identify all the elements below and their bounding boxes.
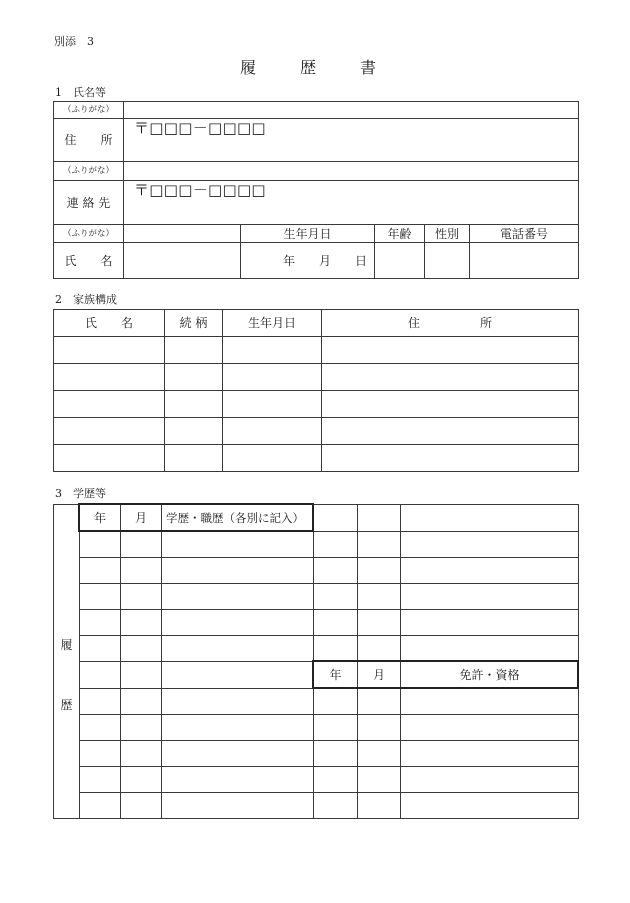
family-name-header: 氏 名 <box>54 310 165 337</box>
history-month-cell[interactable] <box>121 715 162 741</box>
family-name-cell[interactable] <box>54 337 165 364</box>
right-year-cell[interactable] <box>314 532 358 558</box>
right-year-cell[interactable] <box>314 610 358 636</box>
name-furigana-row <box>54 225 579 243</box>
address-furigana-row <box>54 102 579 119</box>
family-relation-cell[interactable] <box>165 418 223 445</box>
family-address-cell[interactable] <box>322 418 579 445</box>
section3-heading: 3 学歴等 <box>55 487 106 500</box>
history-year-cell[interactable] <box>80 689 121 715</box>
history-year-cell[interactable] <box>80 715 121 741</box>
right-month-cell[interactable] <box>358 584 401 610</box>
history-entry-cell[interactable] <box>162 636 314 662</box>
license-month-cell[interactable] <box>358 793 401 819</box>
history-description-header: 学歴・職歴（各別に記入） <box>162 505 314 532</box>
license-month-header: 月 <box>358 662 401 689</box>
family-row <box>54 445 579 472</box>
history-month-cell[interactable] <box>121 662 162 689</box>
history-year-cell[interactable] <box>80 662 121 689</box>
right-entry-cell[interactable] <box>401 558 579 584</box>
history-year-cell[interactable] <box>80 636 121 662</box>
right-entry-cell[interactable] <box>401 584 579 610</box>
history-entry-cell[interactable] <box>162 767 314 793</box>
right-year-cell[interactable] <box>314 558 358 584</box>
right-month-cell[interactable] <box>358 636 401 662</box>
side-label-char: 履 <box>60 638 73 652</box>
right-entry-cell[interactable] <box>401 610 579 636</box>
history-month-cell[interactable] <box>121 636 162 662</box>
name-furigana-field[interactable] <box>124 225 241 243</box>
history-entry-cell[interactable] <box>162 715 314 741</box>
section1-heading: 1 氏名等 <box>55 86 106 99</box>
family-row <box>54 391 579 418</box>
history-row <box>54 584 579 610</box>
right-month-cell[interactable] <box>358 505 401 532</box>
address-row <box>54 119 579 162</box>
age-header: 年齢 <box>375 225 425 243</box>
history-year-cell[interactable] <box>80 793 121 819</box>
history-entry-cell[interactable] <box>162 558 314 584</box>
license-year-cell[interactable] <box>314 741 358 767</box>
history-entry-cell[interactable] <box>162 689 314 715</box>
license-year-cell[interactable] <box>314 715 358 741</box>
family-row <box>54 337 579 364</box>
name-furigana-label: （ふりがな） <box>54 225 124 243</box>
family-birth-date-cell[interactable] <box>223 364 322 391</box>
history-entry-cell[interactable] <box>162 662 314 689</box>
age-field[interactable] <box>375 243 425 279</box>
family-relation-cell[interactable] <box>165 364 223 391</box>
history-row <box>54 532 579 558</box>
family-name-cell[interactable] <box>54 364 165 391</box>
contact-row <box>54 181 579 225</box>
family-birth-date-cell[interactable] <box>223 391 322 418</box>
right-year-cell[interactable] <box>314 505 358 532</box>
history-entry-cell[interactable] <box>162 793 314 819</box>
family-birth-date-cell[interactable] <box>223 445 322 472</box>
contact-field[interactable] <box>124 181 579 225</box>
contact-furigana-label: （ふりがな） <box>54 162 124 181</box>
history-row <box>54 741 579 767</box>
birth-date-field[interactable] <box>241 243 375 279</box>
history-row <box>54 610 579 636</box>
family-row <box>54 418 579 445</box>
license-year-cell[interactable] <box>314 793 358 819</box>
history-year-cell[interactable] <box>80 767 121 793</box>
family-birth-date-header: 生年月日 <box>223 310 322 337</box>
right-month-cell[interactable] <box>358 558 401 584</box>
history-section <box>53 504 578 818</box>
history-month-cell[interactable] <box>121 793 162 819</box>
history-year-header: 年 <box>80 505 121 532</box>
history-row <box>54 689 579 715</box>
history-entry-cell[interactable] <box>162 532 314 558</box>
right-entry-cell[interactable] <box>401 505 579 532</box>
right-month-cell[interactable] <box>358 610 401 636</box>
history-table <box>53 504 579 819</box>
family-birth-date-cell[interactable] <box>223 418 322 445</box>
contact-furigana-field[interactable] <box>124 162 579 181</box>
family-header-row <box>54 310 579 337</box>
family-address-header: 住 所 <box>322 310 579 337</box>
family-name-cell[interactable] <box>54 445 165 472</box>
right-year-cell[interactable] <box>314 584 358 610</box>
contact-furigana-row <box>54 162 579 181</box>
license-month-cell[interactable] <box>358 689 401 715</box>
family-table <box>53 309 579 472</box>
family-relation-header: 続 柄 <box>165 310 223 337</box>
history-header-row <box>54 505 579 532</box>
address-postal-code-boxes: 〒□□□－□□□□ <box>134 119 266 137</box>
address-label: 住 所 <box>54 119 124 162</box>
history-year-cell[interactable] <box>80 610 121 636</box>
license-month-cell[interactable] <box>358 715 401 741</box>
family-birth-date-cell[interactable] <box>223 337 322 364</box>
family-address-cell[interactable] <box>322 364 579 391</box>
birth-date-header: 生年月日 <box>241 225 375 243</box>
right-entry-cell[interactable] <box>401 636 579 662</box>
history-month-cell[interactable] <box>121 584 162 610</box>
phone-header: 電話番号 <box>470 225 579 243</box>
personal-info-table <box>53 101 579 279</box>
history-row <box>54 715 579 741</box>
family-row <box>54 364 579 391</box>
history-side-label-cell <box>54 505 80 819</box>
license-entry-cell[interactable] <box>401 767 579 793</box>
history-row <box>54 767 579 793</box>
license-header-row <box>54 662 579 689</box>
license-month-cell[interactable] <box>358 767 401 793</box>
family-address-cell[interactable] <box>322 391 579 418</box>
family-address-cell[interactable] <box>322 337 579 364</box>
name-field[interactable] <box>124 243 241 279</box>
license-entry-cell[interactable] <box>401 793 579 819</box>
history-row <box>54 558 579 584</box>
family-relation-cell[interactable] <box>165 391 223 418</box>
family-address-cell[interactable] <box>322 445 579 472</box>
phone-field[interactable] <box>470 243 579 279</box>
right-month-cell[interactable] <box>358 532 401 558</box>
license-entry-cell[interactable] <box>401 715 579 741</box>
license-entry-cell[interactable] <box>401 689 579 715</box>
gender-header: 性別 <box>425 225 470 243</box>
family-name-cell[interactable] <box>54 391 165 418</box>
name-row <box>54 243 579 279</box>
license-description-header: 免許・資格 <box>401 662 579 689</box>
right-year-cell[interactable] <box>314 636 358 662</box>
history-year-cell[interactable] <box>80 532 121 558</box>
contact-postal-code-boxes: 〒□□□－□□□□ <box>134 181 266 199</box>
address-field[interactable] <box>124 119 579 162</box>
document-title: 履 歴 書 <box>240 58 381 77</box>
license-year-cell[interactable] <box>314 767 358 793</box>
side-label-char: 歴 <box>60 698 73 712</box>
gender-field[interactable] <box>425 243 470 279</box>
license-year-header: 年 <box>314 662 358 689</box>
history-month-cell[interactable] <box>121 558 162 584</box>
history-month-cell[interactable] <box>121 610 162 636</box>
family-name-cell[interactable] <box>54 418 165 445</box>
birth-date-units: 年 月 日 <box>282 253 367 268</box>
family-relation-cell[interactable] <box>165 337 223 364</box>
name-label: 氏 名 <box>54 243 124 279</box>
contact-label: 連 絡 先 <box>54 181 124 225</box>
history-month-cell[interactable] <box>121 741 162 767</box>
history-side-label <box>54 505 79 805</box>
history-row <box>54 793 579 819</box>
history-year-cell[interactable] <box>80 584 121 610</box>
family-relation-cell[interactable] <box>165 445 223 472</box>
history-entry-cell[interactable] <box>162 610 314 636</box>
attachment-label: 別添 3 <box>54 35 94 48</box>
address-furigana-label: （ふりがな） <box>54 102 124 119</box>
section2-heading: 2 家族構成 <box>55 293 117 306</box>
history-year-cell[interactable] <box>80 741 121 767</box>
history-month-header: 月 <box>121 505 162 532</box>
history-month-cell[interactable] <box>121 532 162 558</box>
history-month-cell[interactable] <box>121 689 162 715</box>
history-month-cell[interactable] <box>121 767 162 793</box>
license-year-cell[interactable] <box>314 689 358 715</box>
license-month-cell[interactable] <box>358 741 401 767</box>
address-furigana-field[interactable] <box>124 102 579 119</box>
history-year-cell[interactable] <box>80 558 121 584</box>
right-entry-cell[interactable] <box>401 532 579 558</box>
history-entry-cell[interactable] <box>162 584 314 610</box>
history-row <box>54 636 579 662</box>
license-entry-cell[interactable] <box>401 741 579 767</box>
history-entry-cell[interactable] <box>162 741 314 767</box>
